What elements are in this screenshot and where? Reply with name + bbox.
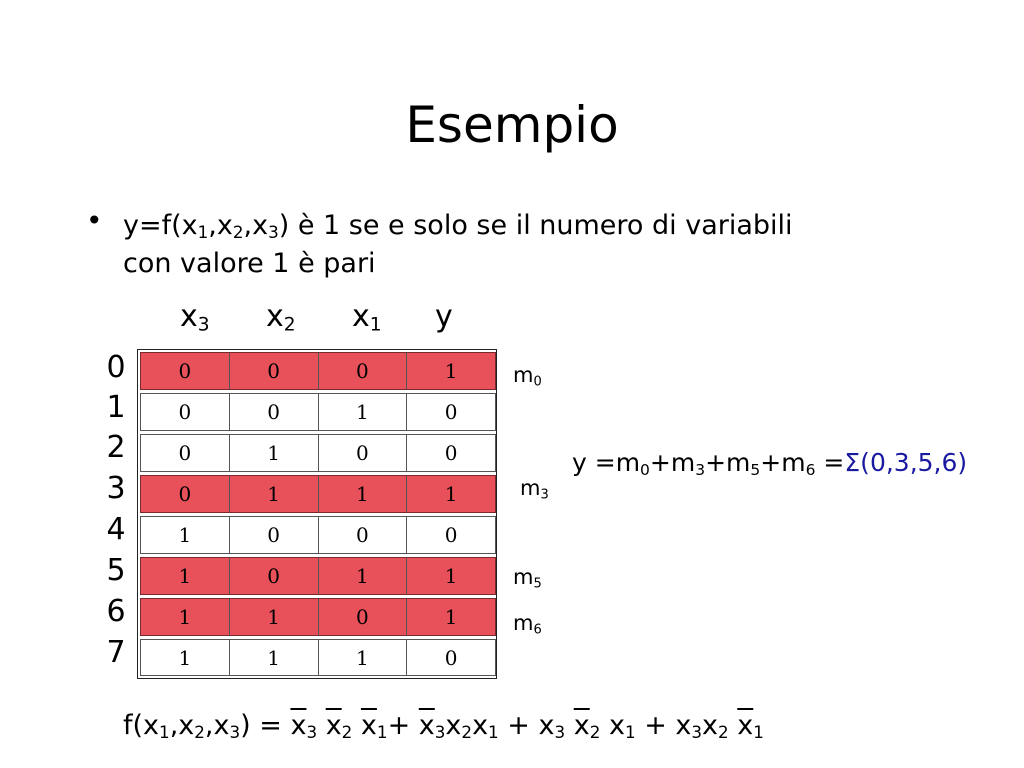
minterm-label-m3: $m_3$ (520, 476, 549, 503)
table-cell: 0 (318, 599, 407, 635)
column-header-x3: $x_3$ (180, 299, 210, 336)
table-cell: 0 (406, 517, 495, 553)
table-row (140, 598, 496, 636)
bullet-marker: • (86, 204, 103, 237)
table-cell: 0 (318, 517, 407, 553)
table-cell: 0 (229, 353, 318, 389)
table-row (140, 557, 496, 595)
row-number: 5 (106, 553, 126, 588)
table-cell: 1 (229, 435, 318, 471)
table-row (140, 639, 496, 676)
table-row (140, 352, 496, 390)
table-row (140, 434, 496, 472)
table-cell: 0 (178, 482, 192, 506)
row-number: 1 (106, 390, 126, 425)
table-cell: 1 (318, 640, 407, 675)
column-header-x1: $x_1$ (352, 299, 382, 336)
table-cell: 0 (406, 640, 495, 675)
table-cell: 1 (318, 394, 407, 430)
table-cell: 0 (229, 517, 318, 553)
table-cell: 0 (229, 558, 318, 594)
minterm-label-m5: $m_5$ (513, 565, 542, 592)
column-header-x2: $x_2$ (266, 299, 296, 336)
table-row (140, 475, 496, 513)
sigma-notation: Σ(0,3,5,6) (844, 448, 968, 477)
table-cell: 1 (229, 640, 318, 675)
table-cell: 1 (318, 558, 407, 594)
table-cell: 1 (229, 599, 318, 635)
sum-of-minterms-expression: $y =m_0+m_3+m_5+m_6 =\Sigma(0,3,5,6)$ (572, 448, 968, 479)
table-cell: 1 (406, 476, 495, 512)
bullet-text: $y=f(x_1,x_2,x_3)$ è 1 se e solo se il numero di variabili con valore 1 è pari (123, 210, 793, 279)
table-cell: 0 (178, 400, 192, 424)
canonical-sum-formula: $f(x_1,x_2,x_3) = \overline{x}_3$ $\overline{x}_2$ $\overline{x}_1+ \overline{x}_3x_2x_1 + x_3$ $\overline{x}_2$ $x_1 + x_3x_2$ $\overline{x}_1$ (123, 710, 764, 743)
row-number: 7 (106, 635, 126, 670)
table-cell: 1 (178, 523, 192, 547)
table-row (140, 393, 496, 431)
table-row (140, 516, 496, 554)
table-cell: 1 (406, 558, 495, 594)
row-number: 6 (106, 594, 126, 629)
table-cell: 1 (178, 605, 192, 629)
table-cell: 0 (318, 353, 407, 389)
table-cell: 0 (406, 394, 495, 430)
table-cell: 0 (318, 435, 407, 471)
table-cell: 0 (178, 359, 192, 383)
slide-title: Esempio (405, 96, 619, 154)
table-cell: 1 (229, 476, 318, 512)
table-cell: 1 (178, 564, 192, 588)
table-cell: 1 (406, 599, 495, 635)
table-cell: 1 (406, 353, 495, 389)
table-cell: 1 (318, 476, 407, 512)
table-cell: 0 (406, 435, 495, 471)
table-cell: 1 (178, 645, 192, 670)
truth-table (137, 349, 497, 679)
row-number: 4 (106, 512, 126, 547)
row-number: 2 (106, 430, 126, 465)
table-cell: 0 (229, 394, 318, 430)
row-number: 3 (106, 471, 126, 506)
minterm-label-m6: $m_6$ (513, 611, 542, 638)
row-number: 0 (106, 350, 126, 385)
column-header-y: y (435, 299, 453, 334)
minterm-label-m0: $m_0$ (513, 363, 542, 390)
table-cell: 0 (178, 441, 192, 465)
